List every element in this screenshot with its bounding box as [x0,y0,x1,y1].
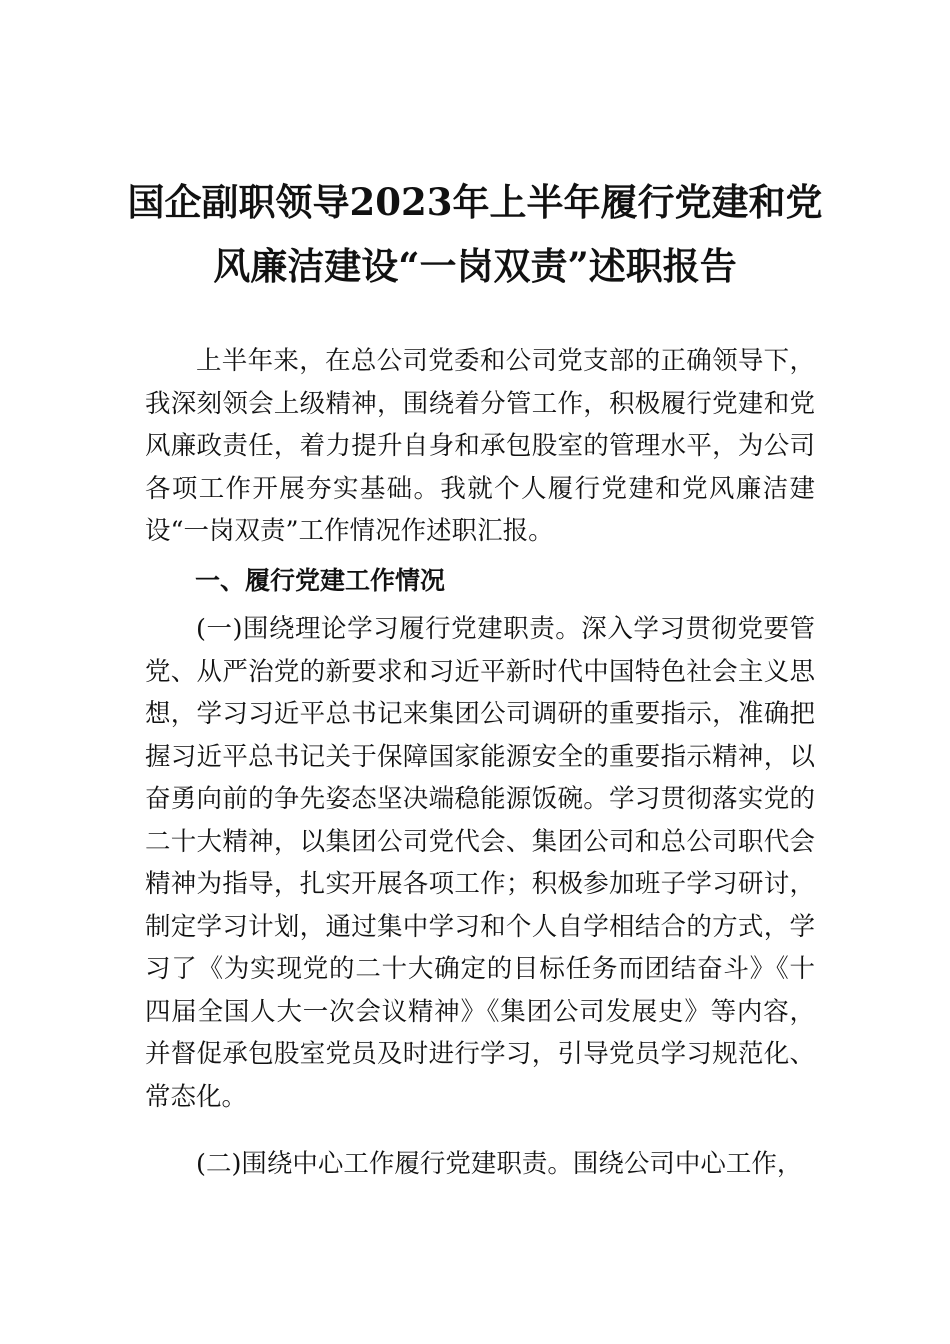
document-title-line-1: 国企副职领导2023年上半年履行党建和党 [127,180,823,224]
section-1-heading-text: 一、履行党建工作情况 [195,566,446,595]
subsection-1-paragraph [145,608,815,1118]
intro-paragraph-text: 上半年来，在总公司党委和公司党支部的正确领导下，我深刻领会上级精神，围绕着分管工作，积极履行党建和党风廉政责任，着力提升自身和承包股室的管理水平，为公司各项工作开展夯实基础。我就个人履行党建和党风廉洁建设“一岗双责”工作情况作述职汇报。 [145,346,815,546]
subsection-1-lead: (一)围绕理论学习履行党建职责。 [196,614,582,644]
subsection-2-lead: (二)围绕中心工作履行党建职责。 [196,1149,573,1179]
subsection-2-text [145,1143,815,1186]
subsection-1-text [145,608,815,1118]
intro-paragraph [145,340,815,553]
subsection-1-body: 深入学习贯彻党要管党、从严治党的新要求和习近平新时代中国特色社会主义思想，学习习近平总书记来集团公司调研的重要指示，准确把握习近平总书记关于保障国家能源安全的重要指示精神，以奋勇向前的争先姿态坚决端稳能源饭碗。学习贯彻落实党的二十大精神，以集团公司党代会、集团公司和总公司职代会精神为指导，扎实开展各项工作；积极参加班子学习研讨，制定学习计划，通过集中学习和个人自学相结合的方式，学习了《为实现党的二十大确定的目标任务而团结奋斗》《十四届全国人大一次会议精神》《集团公司发展史》等内容，并督促承包股室党员及时进行学习，引导党员学习规范化、常态化。 [145,614,815,1112]
subsection-2-body: 围绕公司中心工作， [572,1149,803,1179]
subsection-2-paragraph [145,1143,815,1186]
section-1-heading [145,560,815,603]
document-title-line-2: 风廉洁建设“一岗双责”述职报告 [213,244,737,288]
